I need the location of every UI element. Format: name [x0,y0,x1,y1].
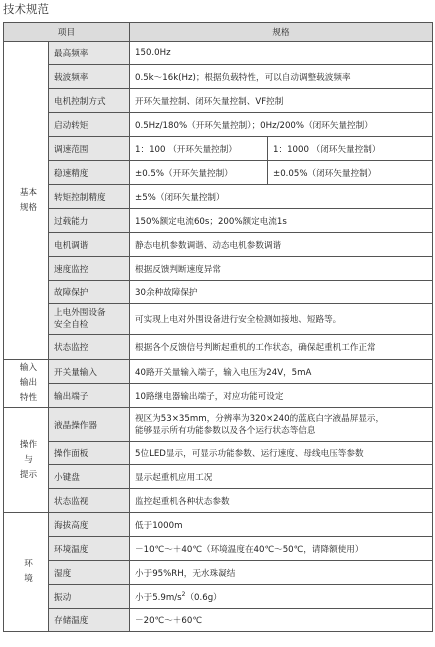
table-row [4,335,433,360]
header-spec: 规格 [130,23,433,42]
table-row [4,89,433,113]
row-value: 150.0Hz [130,42,433,65]
row-value: 5位LED显示，可显示功能参数、运行速度、母线电压等参数 [130,442,433,465]
row-value: ±5%（闭环矢量控制） [130,185,433,209]
vibration-exponent: 2 [181,590,186,598]
table-row [4,465,433,489]
row-name: 调速范围 [49,137,130,161]
row-name: 小键盘 [49,465,130,489]
row-value: 30余种故障保护 [130,281,433,304]
row-value: 监控起重机各种状态参数 [130,489,433,513]
row-value: 静态电机参数调谐、动态电机参数调谐 [130,233,433,257]
table-row [4,113,433,137]
row-name: 载波频率 [49,65,130,89]
table-row [4,513,433,537]
row-name: 过载能力 [49,209,130,233]
category-operation: 操作 与 提示 [4,408,49,513]
table-row [4,42,433,65]
category-io: 输入 输出 特性 [4,360,49,408]
category-environment: 环 境 [4,513,49,632]
table-row [4,489,433,513]
row-value: 40路开关量输入端子，输入电压为24V，5mA [130,360,433,384]
row-value: 10路继电器输出端子，对应功能可设定 [130,384,433,408]
row-name: 状态监控 [49,335,130,360]
row-name: 环境温度 [49,537,130,561]
table-row [4,537,433,561]
row-name: 转矩控制精度 [49,185,130,209]
row-name: 海拔高度 [49,513,130,537]
table-row [4,233,433,257]
table-row [4,209,433,233]
table-row [4,585,433,609]
header-row [4,23,433,42]
row-value: ±0.5%（开环矢量控制） [130,161,268,185]
row-name: 状态监视 [49,489,130,513]
table-row [4,384,433,408]
row-value: 显示起重机应用工况 [130,465,433,489]
table-row [4,442,433,465]
row-value: 1：1000 （闭环矢量控制） [268,137,433,161]
row-name: 存储温度 [49,609,130,632]
page-title: 技术规范 [3,2,49,16]
row-name: 电机调谐 [49,233,130,257]
row-value: 视区为53×35mm，分辨率为320×240的蓝底白字液晶屏显示， 能够显示所有功能参数以及各个运行状态等信息 [130,408,433,442]
row-value: 根据各个反馈信号判断起重机的工作状态，确保起重机工作正常 [130,335,433,360]
row-name: 振动 [49,585,130,609]
row-value: 可实现上电对外围设备进行安全检测如接地、短路等。 [130,304,433,335]
table-row [4,360,433,384]
row-value: 开环矢量控制、闭环矢量控制、VF控制 [130,89,433,113]
table-row [4,408,433,442]
row-name: 稳速精度 [49,161,130,185]
row-value: 小于95%RH，无水珠凝结 [130,561,433,585]
row-value [130,585,433,609]
row-value: －20℃～＋60℃ [130,609,433,632]
vibration-unit: （0.6g） [185,592,222,603]
row-name: 启动转矩 [49,113,130,137]
category-basic: 基本 规格 [4,42,49,360]
row-name: 故障保护 [49,281,130,304]
table-row [4,137,433,161]
row-value: 150%额定电流60s；200%额定电流1s [130,209,433,233]
row-name: 湿度 [49,561,130,585]
row-name: 开关量输入 [49,360,130,384]
header-item: 项目 [4,23,130,42]
row-value: 1：100 （开环矢量控制） [130,137,268,161]
row-name: 上电外围设备 安全自检 [49,304,130,335]
table-row [4,281,433,304]
row-name: 电机控制方式 [49,89,130,113]
row-value: 根据反馈判断速度异常 [130,257,433,281]
row-name: 输出端子 [49,384,130,408]
table-row [4,161,433,185]
row-name: 速度监控 [49,257,130,281]
vibration-value: 小于5.9m/s [135,592,182,603]
table-row [4,65,433,89]
row-value: －10℃～＋40℃（环境温度在40℃～50℃，请降额使用） [130,537,433,561]
table-row [4,257,433,281]
row-name: 操作面板 [49,442,130,465]
row-value: 低于1000m [130,513,433,537]
row-value: 0.5k～16k(Hz)；根据负载特性，可以自动调整载波频率 [130,65,433,89]
spec-table [3,22,433,632]
table-row [4,304,433,335]
row-value: 0.5Hz/180%（开环矢量控制）；0Hz/200%（闭环矢量控制） [130,113,433,137]
table-row [4,609,433,632]
table-row [4,185,433,209]
row-name: 液晶操作器 [49,408,130,442]
row-value: ±0.05%（闭环矢量控制） [268,161,433,185]
row-name: 最高频率 [49,42,130,65]
table-row [4,561,433,585]
